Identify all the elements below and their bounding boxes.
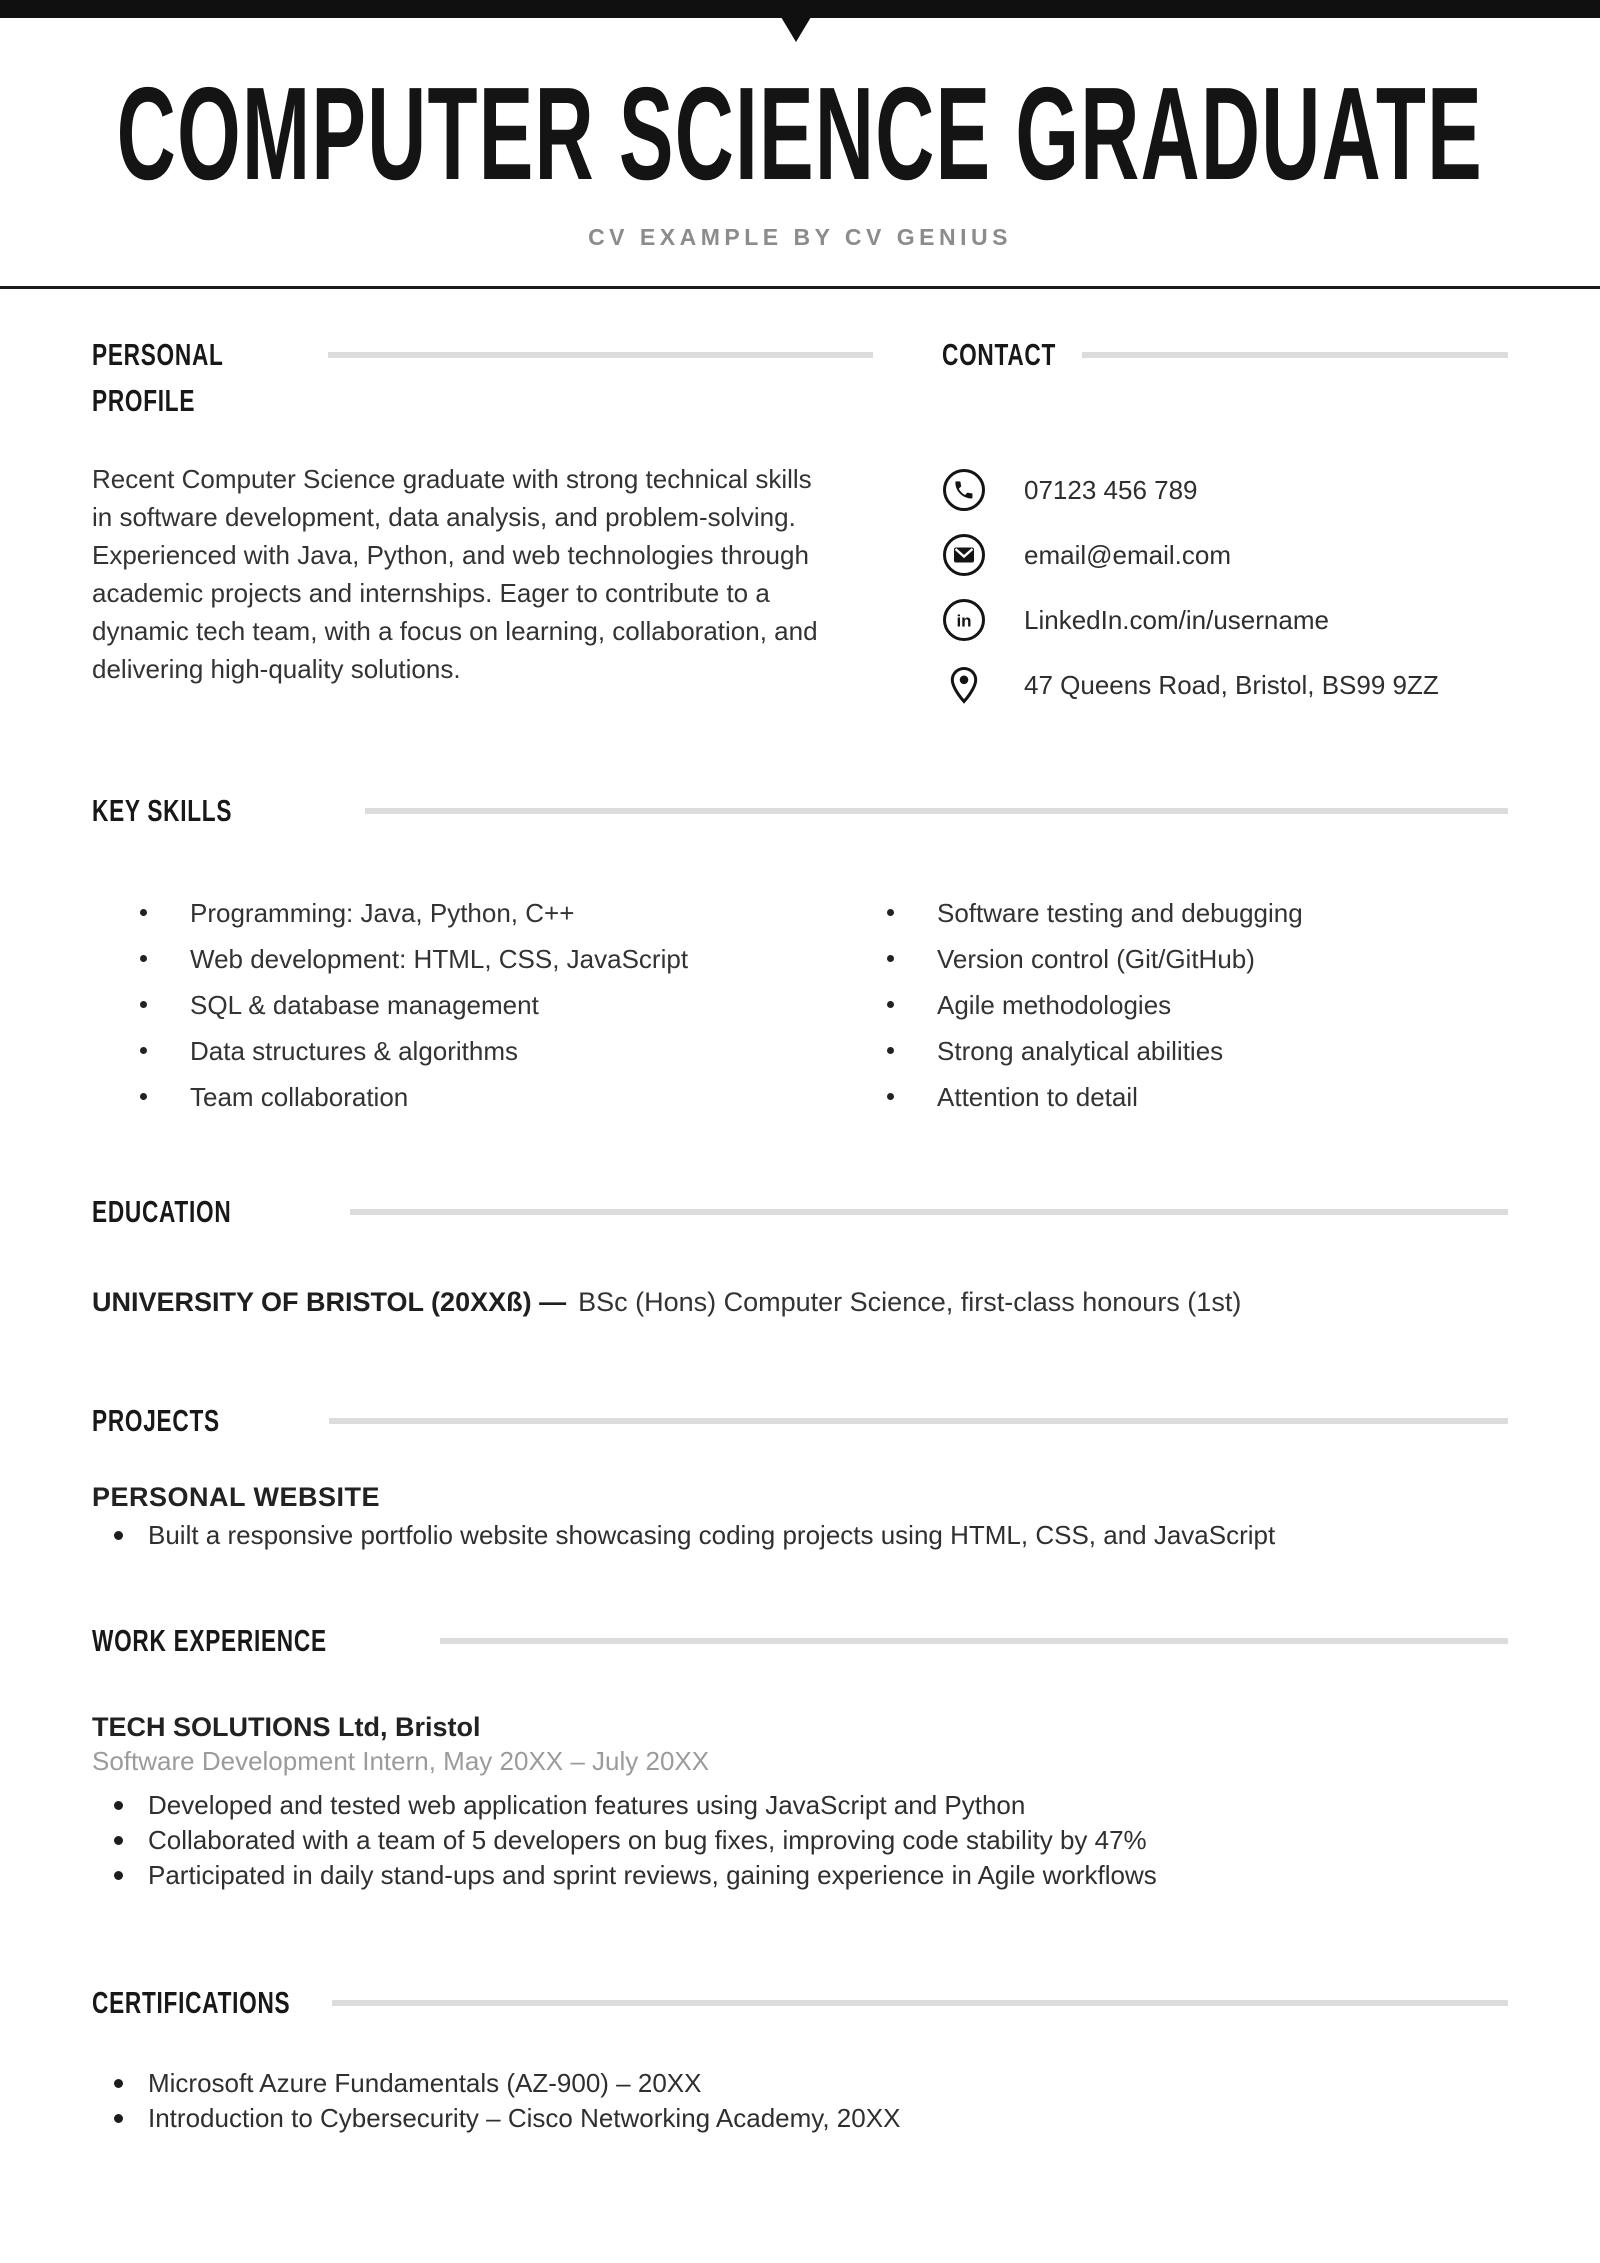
personal-profile-section <box>92 332 873 728</box>
linkedin-value: LinkedIn.com/in/username <box>1024 604 1329 635</box>
skill-item: Attention to detail <box>839 1078 1508 1116</box>
phone-value: 07123 456 789 <box>1024 474 1198 505</box>
contact-section <box>942 332 1508 728</box>
contact-heading: CONTACT <box>942 337 1057 372</box>
section-rule <box>332 2000 1508 2006</box>
certifications-section <box>92 1980 1508 2136</box>
location-icon <box>942 663 986 707</box>
skill-item: Software testing and debugging <box>839 894 1508 932</box>
education-section <box>92 1189 1508 1320</box>
page-title: COMPUTER SCIENCE GRADUATE <box>116 60 1484 207</box>
section-rule <box>329 1418 1508 1424</box>
projects-section <box>92 1398 1508 1553</box>
cv-body <box>0 289 1600 2136</box>
company-name: TECH SOLUTIONS Ltd, Bristol <box>92 1712 481 1742</box>
contact-item-phone <box>942 468 1508 512</box>
skill-item: SQL & database management <box>92 986 839 1024</box>
top-bar-notch <box>781 17 811 42</box>
project-bullet: Built a responsive portfolio website showcasing coding projects using HTML, CSS, and JavaScript <box>92 1518 1508 1553</box>
work-experience-heading: WORK EXPERIENCE <box>92 1623 327 1658</box>
contact-item-linkedin <box>942 598 1508 642</box>
personal-profile-heading: PERSONAL PROFILE <box>92 337 224 418</box>
certification-list <box>92 2066 1508 2136</box>
linkedin-icon <box>942 598 986 642</box>
job-role: Software Development Intern, May 20XX – July 20XX <box>92 1746 710 1776</box>
job-bullet: Developed and tested web application features using JavaScript and Python <box>92 1788 1508 1823</box>
phone-icon <box>942 468 986 512</box>
skills-list-left <box>92 894 839 1124</box>
section-rule <box>1082 352 1508 358</box>
skill-item: Web development: HTML, CSS, JavaScript <box>92 940 839 978</box>
education-entry <box>92 1284 1508 1320</box>
profile-text: Recent Computer Science graduate with strong technical skills in software development, data analysis, and problem-solving. Experienced with Java, Python, and web technologies through academic projects and internships. Eager to contribute to a dynamic tech team, with a focus on learning, collaboration, and delivering high-quality solutions. <box>92 464 818 684</box>
top-bar <box>0 0 1600 18</box>
education-heading: EDUCATION <box>92 1194 232 1229</box>
certifications-heading: CERTIFICATIONS <box>92 1985 291 2020</box>
svg-text:in: in <box>956 611 972 631</box>
skills-grid <box>92 894 1508 1124</box>
skills-list-right <box>839 894 1508 1124</box>
contact-item-address <box>942 663 1508 707</box>
job-bullet: Participated in daily stand-ups and sprint reviews, gaining experience in Agile workflows <box>92 1858 1508 1893</box>
education-school: UNIVERSITY OF BRISTOL (20XXß) — <box>92 1287 567 1317</box>
address-value: 47 Queens Road, Bristol, BS99 9ZZ <box>1024 669 1439 700</box>
skill-item: Agile methodologies <box>839 986 1508 1024</box>
job-bullets <box>92 1788 1508 1893</box>
work-experience-section <box>92 1618 1508 1893</box>
section-rule <box>365 808 1508 814</box>
skill-item: Version control (Git/GitHub) <box>839 940 1508 978</box>
cv-header <box>0 60 1600 251</box>
cert-item: Introduction to Cybersecurity – Cisco Networking Academy, 20XX <box>92 2101 1508 2136</box>
page-subtitle: CV EXAMPLE BY CV GENIUS <box>588 224 1012 250</box>
key-skills-section <box>92 788 1508 1124</box>
skill-item: Team collaboration <box>92 1078 839 1116</box>
contact-list <box>942 468 1508 707</box>
top-section <box>92 289 1508 728</box>
cert-item: Microsoft Azure Fundamentals (AZ-900) – 20XX <box>92 2066 1508 2101</box>
job-bullet: Collaborated with a team of 5 developers on bug fixes, improving code stability by 47% <box>92 1823 1508 1858</box>
section-rule <box>328 352 873 358</box>
section-rule <box>440 1638 1508 1644</box>
skill-item: Data structures & algorithms <box>92 1032 839 1070</box>
email-icon <box>942 533 986 577</box>
key-skills-heading: KEY SKILLS <box>92 793 233 828</box>
skill-item: Strong analytical abilities <box>839 1032 1508 1070</box>
project-name: PERSONAL WEBSITE <box>92 1482 381 1512</box>
section-rule <box>350 1209 1508 1215</box>
education-degree: BSc (Hons) Computer Science, first-class honours (1st) <box>578 1287 1242 1317</box>
project-bullets <box>92 1518 1508 1553</box>
skill-item: Programming: Java, Python, C++ <box>92 894 839 932</box>
email-value: email@email.com <box>1024 539 1231 570</box>
contact-item-email <box>942 533 1508 577</box>
projects-heading: PROJECTS <box>92 1403 220 1438</box>
